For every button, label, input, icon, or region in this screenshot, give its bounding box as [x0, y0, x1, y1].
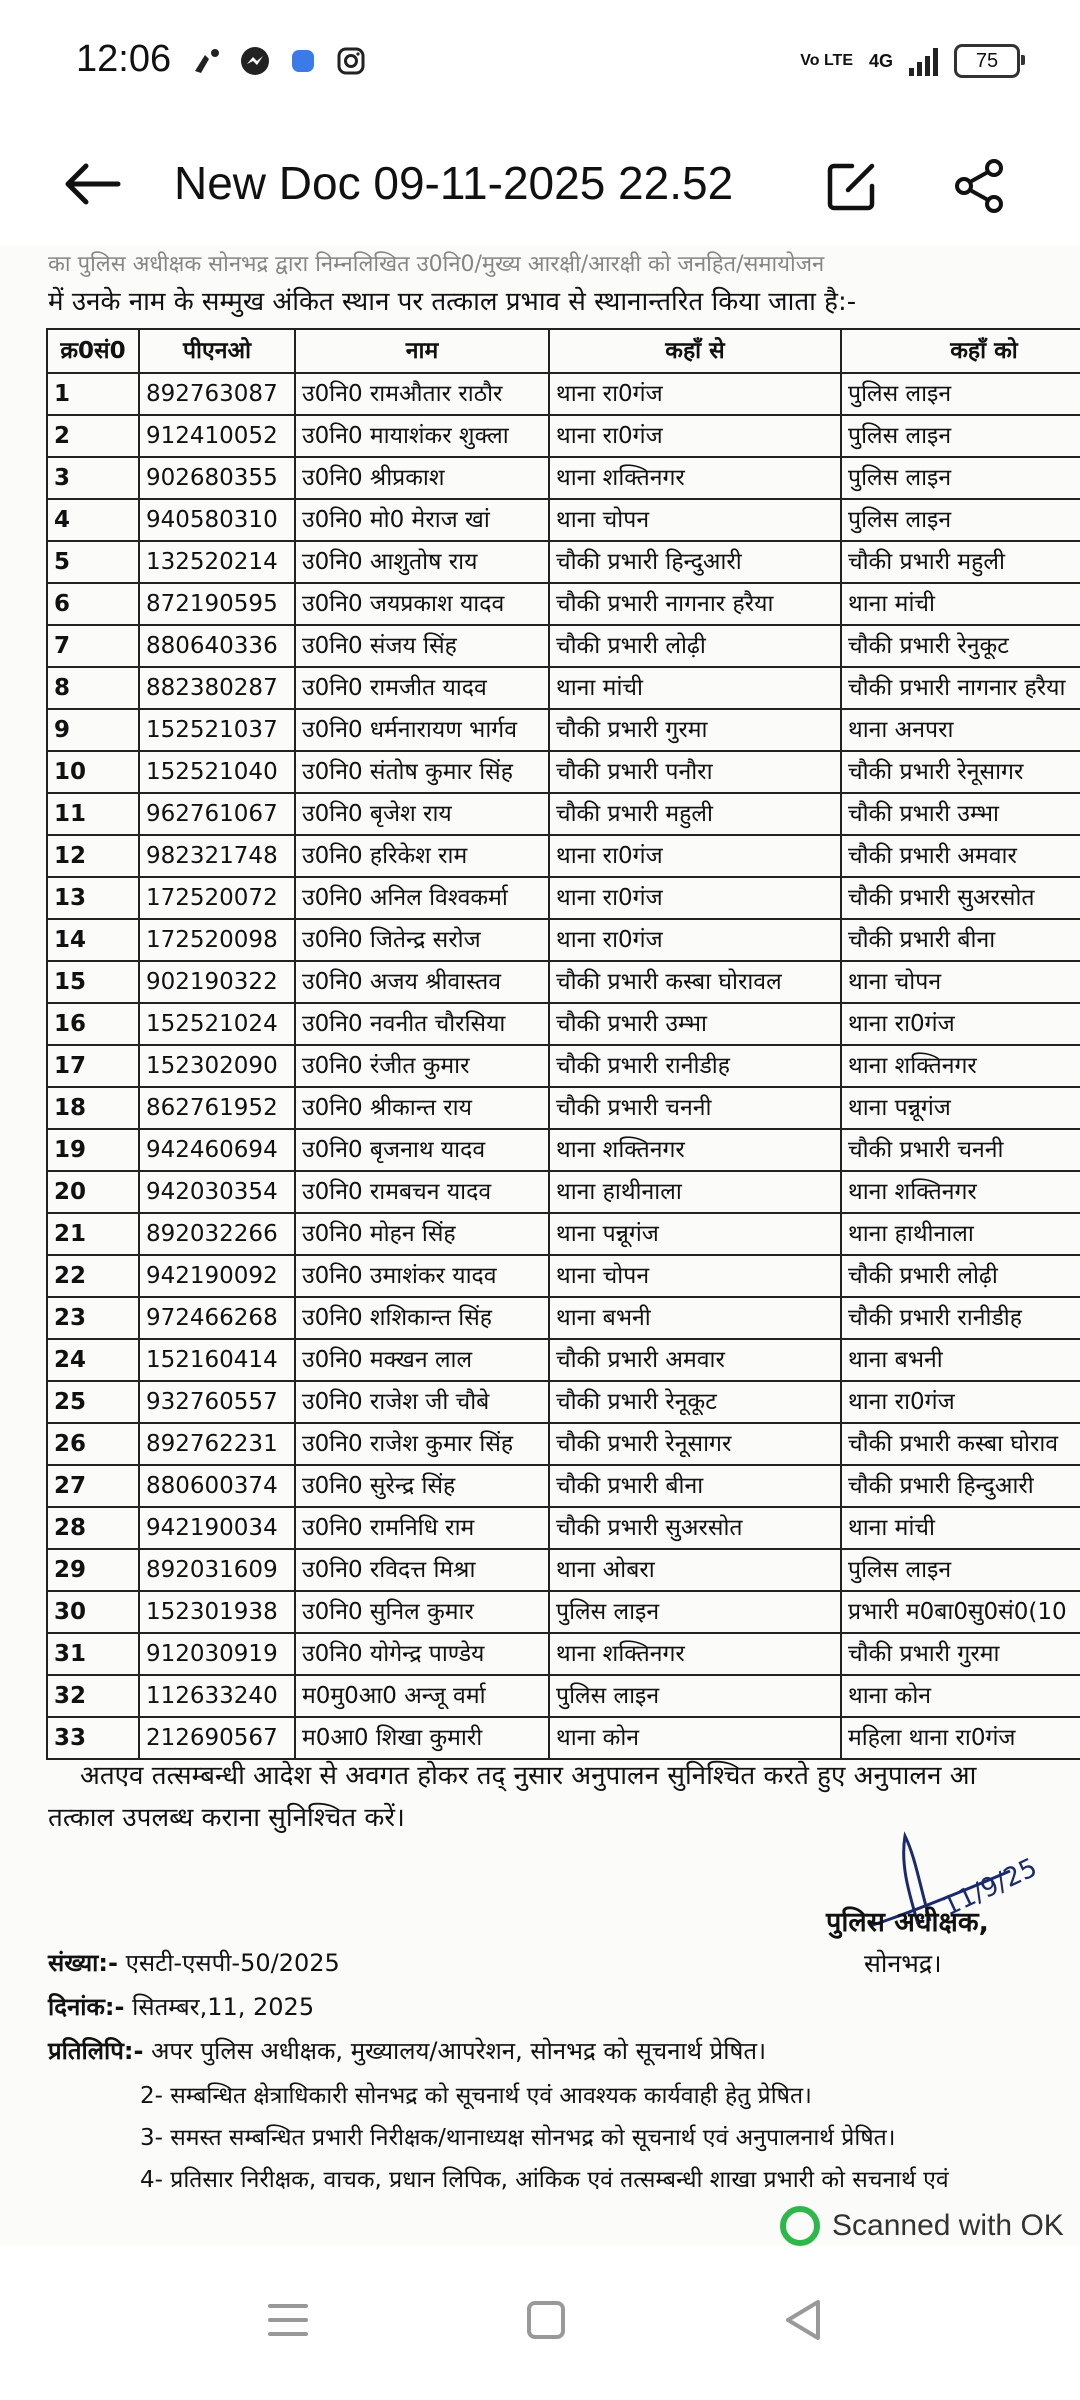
cell-pno: 862761952 — [139, 1087, 295, 1129]
table-row — [47, 1717, 1080, 1759]
cell-name: उ0नि0 योगेन्द्र पाण्डेय — [295, 1633, 549, 1675]
cell-name: उ0नि0 मक्खन लाल — [295, 1339, 549, 1381]
cell-serial: 16 — [47, 1003, 139, 1045]
cell-from: चौकी प्रभारी लोढ़ी — [549, 625, 841, 667]
number-value: एसटी-एसपी-50/2025 — [125, 1949, 340, 1977]
cell-name: उ0नि0 मोहन सिंह — [295, 1213, 549, 1255]
cell-serial: 30 — [47, 1591, 139, 1633]
cell-to: चौकी प्रभारी अमवार — [841, 835, 1080, 877]
cell-pno: 880600374 — [139, 1465, 295, 1507]
table-row — [47, 1129, 1080, 1171]
cell-serial: 33 — [47, 1717, 139, 1759]
table-row — [47, 1171, 1080, 1213]
cell-serial: 10 — [47, 751, 139, 793]
cell-from: चौकी प्रभारी बीना — [549, 1465, 841, 1507]
back-triangle-icon — [774, 2290, 834, 2350]
cell-to: थाना मांची — [841, 1507, 1080, 1549]
table-row — [47, 457, 1080, 499]
cell-from: पुलिस लाइन — [549, 1591, 841, 1633]
cell-from: चौकी प्रभारी रेनूसागर — [549, 1423, 841, 1465]
cell-serial: 27 — [47, 1465, 139, 1507]
cell-pno: 152160414 — [139, 1339, 295, 1381]
date-value: सितम्बर,11, 2025 — [132, 1993, 315, 2021]
cell-pno: 892763087 — [139, 373, 295, 415]
cell-pno: 880640336 — [139, 625, 295, 667]
cell-name: उ0नि0 रामजीत यादव — [295, 667, 549, 709]
system-nav-bar — [0, 2246, 1080, 2400]
battery-icon — [954, 44, 1020, 78]
table-row — [47, 919, 1080, 961]
instagram-icon — [334, 44, 368, 78]
cell-to: थाना कोन — [841, 1675, 1080, 1717]
cricket-icon — [190, 44, 224, 78]
cell-serial: 6 — [47, 583, 139, 625]
table-row — [47, 1339, 1080, 1381]
table-row — [47, 373, 1080, 415]
cell-pno: 172520098 — [139, 919, 295, 961]
cell-from: चौकी प्रभारी रानीडीह — [549, 1045, 841, 1087]
edit-icon — [822, 156, 882, 216]
closing-line-1: अतएव तत्सम्बन्धी आदेश से अवगत होकर तद् नुसार अनुपालन सुनिश्चित करते हुए अनुपालन आ — [80, 1761, 977, 1791]
scanner-text: Scanned with OK — [832, 2209, 1064, 2242]
table-row — [47, 1297, 1080, 1339]
cell-name: उ0नि0 जितेन्द्र सरोज — [295, 919, 549, 961]
table-row — [47, 625, 1080, 667]
document-page[interactable] — [0, 246, 1080, 2246]
cell-name: म0आ0 शिखा कुमारी — [295, 1717, 549, 1759]
cc-item-1: अपर पुलिस अधीक्षक, मुख्यालय/आपरेशन, सोनभद्र को सूचनार्थ प्रेषित। — [151, 2037, 767, 2065]
cell-pno: 172520072 — [139, 877, 295, 919]
table-row — [47, 667, 1080, 709]
table-row — [47, 1675, 1080, 1717]
share-icon — [950, 156, 1010, 216]
table-row — [47, 877, 1080, 919]
recent-apps-button[interactable] — [258, 2290, 318, 2350]
cell-to: पुलिस लाइन — [841, 499, 1080, 541]
system-icons — [800, 44, 1020, 78]
cell-from: थाना चोपन — [549, 499, 841, 541]
cell-serial: 18 — [47, 1087, 139, 1129]
volte-indicator: Vo LTE — [800, 52, 853, 69]
cell-from: थाना रा0गंज — [549, 877, 841, 919]
table-row — [47, 793, 1080, 835]
back-button[interactable] — [58, 154, 128, 214]
cell-from: थाना कोन — [549, 1717, 841, 1759]
header-to: कहाँ को — [841, 329, 1080, 373]
cell-serial: 19 — [47, 1129, 139, 1171]
cell-serial: 21 — [47, 1213, 139, 1255]
cell-serial: 32 — [47, 1675, 139, 1717]
cell-to: चौकी प्रभारी लोढ़ी — [841, 1255, 1080, 1297]
table-row — [47, 541, 1080, 583]
cell-from: थाना शक्तिनगर — [549, 457, 841, 499]
cell-serial: 28 — [47, 1507, 139, 1549]
closing-line-2: तत्काल उपलब्ध कराना सुनिश्चित करें। — [48, 1803, 405, 1833]
cell-pno: 152301938 — [139, 1591, 295, 1633]
cell-from: थाना शक्तिनगर — [549, 1129, 841, 1171]
cell-name: उ0नि0 हरिकेश राम — [295, 835, 549, 877]
cell-name: म0मु0आ0 अन्जू वर्मा — [295, 1675, 549, 1717]
status-time: 12:06 — [76, 38, 172, 80]
cell-from: थाना रा0गंज — [549, 919, 841, 961]
intro-line: में उनके नाम के सम्मुख अंकित स्थान पर तत्काल प्रभाव से स्थानान्तरित किया जाता है:- — [48, 287, 857, 317]
cell-pno: 872190595 — [139, 583, 295, 625]
cell-name: उ0नि0 श्रीकान्त राय — [295, 1087, 549, 1129]
cell-name: उ0नि0 मो0 मेराज खां — [295, 499, 549, 541]
cell-from: थाना बभनी — [549, 1297, 841, 1339]
cell-pno: 152521040 — [139, 751, 295, 793]
cc-first — [48, 2034, 766, 2067]
signature-date: 11/9/25 — [938, 1852, 1040, 1923]
notification-icons — [190, 44, 368, 78]
table-row — [47, 415, 1080, 457]
cell-name: उ0नि0 रामऔतार राठौर — [295, 373, 549, 415]
cc-item-3: 3- समस्त सम्बन्धित प्रभारी निरीक्षक/थानाध्यक्ष सोनभद्र को सूचनार्थ एवं अनुपालनार्थ प्रेषित। — [140, 2125, 896, 2151]
cc-item-4: 4- प्रतिसार निरीक्षक, वाचक, प्रधान लिपिक, आंकिक एवं तत्सम्बन्धी शाखा प्रभारी को सचनार्थ एवं — [140, 2167, 949, 2193]
back-nav-button[interactable] — [774, 2290, 834, 2350]
cell-to: थाना बभनी — [841, 1339, 1080, 1381]
cell-name: उ0नि0 उमाशंकर यादव — [295, 1255, 549, 1297]
cell-name: उ0नि0 बृजेश राय — [295, 793, 549, 835]
table-row — [47, 1213, 1080, 1255]
table-row — [47, 1591, 1080, 1633]
cell-serial: 14 — [47, 919, 139, 961]
cell-to: चौकी प्रभारी रानीडीह — [841, 1297, 1080, 1339]
cell-serial: 2 — [47, 415, 139, 457]
cell-from: चौकी प्रभारी हिन्दुआरी — [549, 541, 841, 583]
cell-from: चौकी प्रभारी महुली — [549, 793, 841, 835]
cell-to: चौकी प्रभारी नागनार हरैया — [841, 667, 1080, 709]
cell-name: उ0नि0 रामबचन यादव — [295, 1171, 549, 1213]
cell-name: उ0नि0 बृजनाथ यादव — [295, 1129, 549, 1171]
table-row — [47, 1423, 1080, 1465]
battery-level: 75 — [975, 49, 999, 72]
cell-from: चौकी प्रभारी चननी — [549, 1087, 841, 1129]
header-name: नाम — [295, 329, 549, 373]
transfer-table — [46, 328, 1080, 1760]
cell-to: चौकी प्रभारी महुली — [841, 541, 1080, 583]
cell-from: थाना ओबरा — [549, 1549, 841, 1591]
cell-to: थाना हाथीनाला — [841, 1213, 1080, 1255]
cell-to: थाना मांची — [841, 583, 1080, 625]
cell-name: उ0नि0 सुरेन्द्र सिंह — [295, 1465, 549, 1507]
cell-from: चौकी प्रभारी उम्भा — [549, 1003, 841, 1045]
cell-serial: 17 — [47, 1045, 139, 1087]
cell-pno: 112633240 — [139, 1675, 295, 1717]
cell-pno: 902680355 — [139, 457, 295, 499]
home-button[interactable] — [516, 2290, 576, 2350]
cell-to: थाना अनपरा — [841, 709, 1080, 751]
cell-from: थाना शक्तिनगर — [549, 1633, 841, 1675]
cell-pno: 942460694 — [139, 1129, 295, 1171]
table-row — [47, 1255, 1080, 1297]
cell-serial: 9 — [47, 709, 139, 751]
cell-serial: 12 — [47, 835, 139, 877]
cell-name: उ0नि0 आशुतोष राय — [295, 541, 549, 583]
table-row — [47, 1381, 1080, 1423]
cell-from: थाना मांची — [549, 667, 841, 709]
cell-pno: 942030354 — [139, 1171, 295, 1213]
cell-pno: 892032266 — [139, 1213, 295, 1255]
cell-pno: 132520214 — [139, 541, 295, 583]
table-row — [47, 709, 1080, 751]
cell-to: चौकी प्रभारी रेनुकूट — [841, 625, 1080, 667]
cell-from: थाना हाथीनाला — [549, 1171, 841, 1213]
cell-from: थाना चोपन — [549, 1255, 841, 1297]
cell-to: प्रभारी म0बा0सु0सं0(10 — [841, 1591, 1080, 1633]
cell-from: थाना रा0गंज — [549, 415, 841, 457]
table-row — [47, 1549, 1080, 1591]
cc-label: प्रतिलिपि:- — [48, 2037, 144, 2065]
cell-serial: 3 — [47, 457, 139, 499]
cell-name: उ0नि0 जयप्रकाश यादव — [295, 583, 549, 625]
cell-serial: 29 — [47, 1549, 139, 1591]
cell-name: उ0नि0 संतोष कुमार सिंह — [295, 751, 549, 793]
cell-from: चौकी प्रभारी पनौरा — [549, 751, 841, 793]
cell-serial: 24 — [47, 1339, 139, 1381]
cell-name: उ0नि0 सुनिल कुमार — [295, 1591, 549, 1633]
cell-to: चौकी प्रभारी गुरमा — [841, 1633, 1080, 1675]
table-row — [47, 583, 1080, 625]
cell-serial: 13 — [47, 877, 139, 919]
cell-name: उ0नि0 श्रीप्रकाश — [295, 457, 549, 499]
cell-to: पुलिस लाइन — [841, 415, 1080, 457]
cell-name: उ0नि0 नवनीत चौरसिया — [295, 1003, 549, 1045]
menu-icon — [258, 2290, 318, 2350]
cell-to: चौकी प्रभारी हिन्दुआरी — [841, 1465, 1080, 1507]
header-from: कहाँ से — [549, 329, 841, 373]
cell-pno: 892031609 — [139, 1549, 295, 1591]
cell-from: चौकी प्रभारी नागनार हरैया — [549, 583, 841, 625]
status-bar — [0, 0, 1080, 128]
cell-serial: 5 — [47, 541, 139, 583]
partial-top-line: का पुलिस अधीक्षक सोनभद्र द्वारा निम्नलिखित उ0नि0/मुख्य आरक्षी/आरक्षी को जनहित/समायोजन — [48, 252, 825, 277]
cell-serial: 15 — [47, 961, 139, 1003]
cell-to: चौकी प्रभारी उम्भा — [841, 793, 1080, 835]
cell-pno: 962761067 — [139, 793, 295, 835]
table-body — [47, 373, 1080, 1759]
cell-from: चौकी प्रभारी कस्बा घोरावल — [549, 961, 841, 1003]
cell-serial: 26 — [47, 1423, 139, 1465]
cell-serial: 1 — [47, 373, 139, 415]
cell-to: चौकी प्रभारी बीना — [841, 919, 1080, 961]
cell-to: पुलिस लाइन — [841, 457, 1080, 499]
cell-pno: 940580310 — [139, 499, 295, 541]
cell-name: उ0नि0 शशिकान्त सिंह — [295, 1297, 549, 1339]
table-row — [47, 1465, 1080, 1507]
cell-serial: 7 — [47, 625, 139, 667]
cell-name: उ0नि0 रंजीत कुमार — [295, 1045, 549, 1087]
cell-serial: 4 — [47, 499, 139, 541]
cell-name: उ0नि0 राजेश जी चौबे — [295, 1381, 549, 1423]
cell-pno: 892762231 — [139, 1423, 295, 1465]
document-title: New Doc 09-11-2025 22.52 — [174, 157, 734, 209]
cell-serial: 31 — [47, 1633, 139, 1675]
share-button[interactable] — [950, 156, 1010, 216]
cell-from: चौकी प्रभारी गुरमा — [549, 709, 841, 751]
cell-serial: 8 — [47, 667, 139, 709]
signal-icon — [909, 46, 938, 76]
cell-name: उ0नि0 रविदत्त मिश्रा — [295, 1549, 549, 1591]
cell-to: चौकी प्रभारी कस्बा घोराव — [841, 1423, 1080, 1465]
table-row — [47, 1003, 1080, 1045]
order-date — [48, 1990, 314, 2023]
messenger-icon — [238, 44, 272, 78]
cc-item-2: 2- सम्बन्धित क्षेत्राधिकारी सोनभद्र को सूचनार्थ एवं आवश्यक कार्यवाही हेतु प्रेषित। — [140, 2083, 812, 2109]
cell-pno: 912410052 — [139, 415, 295, 457]
header-serial: क्र0सं0 — [47, 329, 139, 373]
cell-to: पुलिस लाइन — [841, 373, 1080, 415]
cell-name: उ0नि0 रामनिधि राम — [295, 1507, 549, 1549]
cell-to: थाना शक्तिनगर — [841, 1045, 1080, 1087]
table-header-row — [47, 329, 1080, 373]
table-row — [47, 835, 1080, 877]
cell-to: थाना चोपन — [841, 961, 1080, 1003]
cell-serial: 20 — [47, 1171, 139, 1213]
signatory-place: सोनभद्र। — [864, 1949, 942, 1978]
table-row — [47, 499, 1080, 541]
table-row — [47, 1633, 1080, 1675]
cell-serial: 22 — [47, 1255, 139, 1297]
arrow-left-icon — [58, 154, 128, 214]
table-row — [47, 961, 1080, 1003]
cell-pno: 212690567 — [139, 1717, 295, 1759]
cell-pno: 902190322 — [139, 961, 295, 1003]
cell-to: महिला थाना रा0गंज — [841, 1717, 1080, 1759]
cell-to: थाना रा0गंज — [841, 1003, 1080, 1045]
signatory-title: पुलिस अधीक्षक, — [826, 1907, 989, 1938]
cell-to: चौकी प्रभारी चननी — [841, 1129, 1080, 1171]
cell-from: चौकी प्रभारी रेनूकूट — [549, 1381, 841, 1423]
cell-serial: 23 — [47, 1297, 139, 1339]
cell-pno: 972466268 — [139, 1297, 295, 1339]
app-bar — [0, 128, 1080, 246]
cell-from: चौकी प्रभारी अमवार — [549, 1339, 841, 1381]
cell-from: थाना रा0गंज — [549, 373, 841, 415]
cell-to: चौकी प्रभारी रेनूसागर — [841, 751, 1080, 793]
cell-from: चौकी प्रभारी सुअरसोत — [549, 1507, 841, 1549]
cell-serial: 25 — [47, 1381, 139, 1423]
cell-pno: 882380287 — [139, 667, 295, 709]
scanner-logo-icon — [780, 2206, 820, 2246]
table-row — [47, 1045, 1080, 1087]
number-label: संख्या:- — [48, 1949, 118, 1977]
cell-to: थाना पन्नूगंज — [841, 1087, 1080, 1129]
network-type: 4G — [868, 50, 893, 71]
cell-pno: 152521024 — [139, 1003, 295, 1045]
cell-name: उ0नि0 राजेश कुमार सिंह — [295, 1423, 549, 1465]
cell-name: उ0नि0 धर्मनारायण भार्गव — [295, 709, 549, 751]
app-icon — [286, 44, 320, 78]
cell-to: थाना रा0गंज — [841, 1381, 1080, 1423]
cell-name: उ0नि0 मायाशंकर शुक्ला — [295, 415, 549, 457]
cell-pno: 932760557 — [139, 1381, 295, 1423]
cell-from: पुलिस लाइन — [549, 1675, 841, 1717]
table-row — [47, 751, 1080, 793]
cell-pno: 912030919 — [139, 1633, 295, 1675]
cell-to: पुलिस लाइन — [841, 1549, 1080, 1591]
cell-to: चौकी प्रभारी सुअरसोत — [841, 877, 1080, 919]
cell-pno: 942190092 — [139, 1255, 295, 1297]
cell-name: उ0नि0 अनिल विश्वकर्मा — [295, 877, 549, 919]
cell-name: उ0नि0 संजय सिंह — [295, 625, 549, 667]
cell-from: थाना पन्नूगंज — [549, 1213, 841, 1255]
cell-pno: 152521037 — [139, 709, 295, 751]
table-row — [47, 1507, 1080, 1549]
cell-pno: 942190034 — [139, 1507, 295, 1549]
cell-from: थाना रा0गंज — [549, 835, 841, 877]
scanner-watermark — [780, 2206, 1064, 2246]
order-number — [48, 1946, 340, 1979]
header-pno: पीएनओ — [139, 329, 295, 373]
cell-name: उ0नि0 अजय श्रीवास्तव — [295, 961, 549, 1003]
home-icon — [516, 2290, 576, 2350]
table-row — [47, 1087, 1080, 1129]
cell-pno: 982321748 — [139, 835, 295, 877]
edit-button[interactable] — [822, 156, 882, 216]
cell-to: थाना शक्तिनगर — [841, 1171, 1080, 1213]
cell-serial: 11 — [47, 793, 139, 835]
date-label: दिनांक:- — [48, 1993, 125, 2021]
cell-pno: 152302090 — [139, 1045, 295, 1087]
